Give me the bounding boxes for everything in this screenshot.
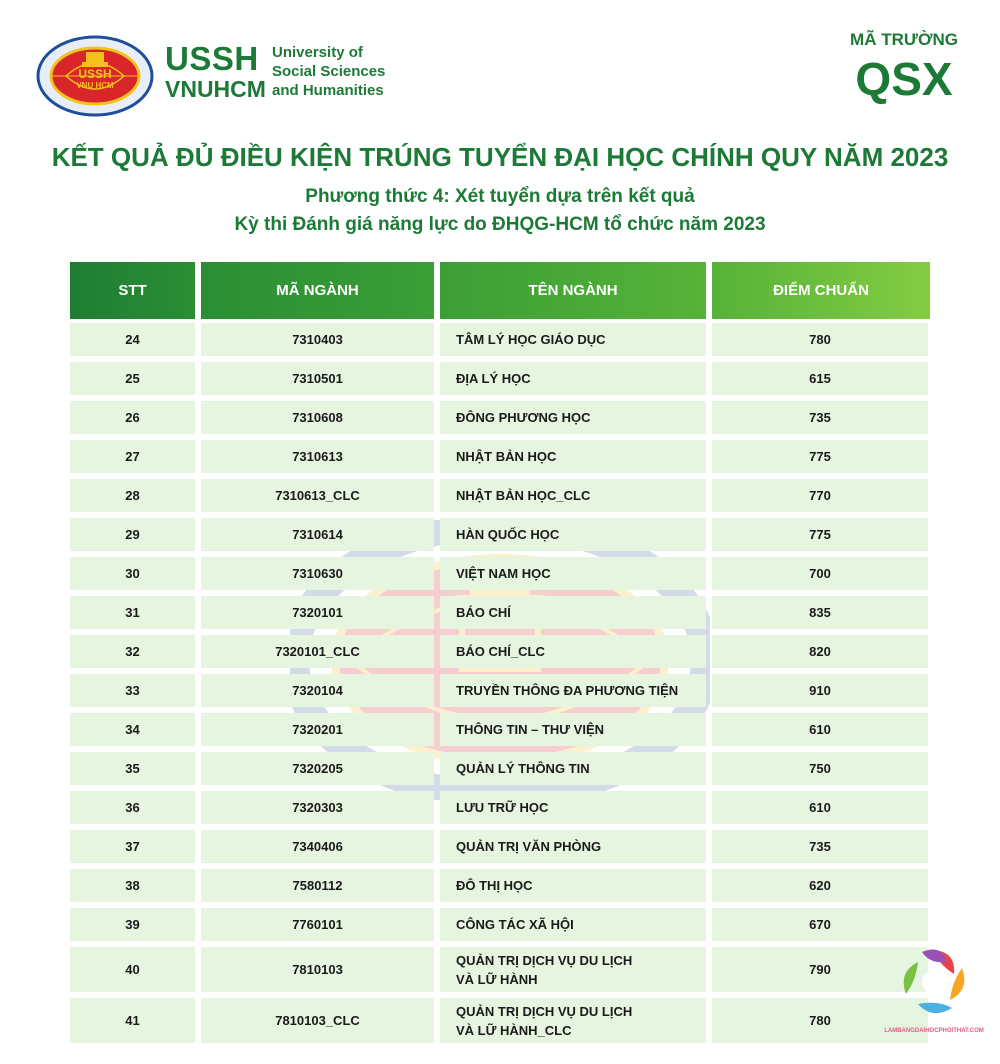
table-row bbox=[0, 362, 1000, 395]
table-row bbox=[0, 596, 1000, 629]
cell-diem-chuan: 820 bbox=[712, 635, 928, 668]
cell-ma-nganh: 7320201 bbox=[201, 713, 434, 746]
ten-nganh-text bbox=[456, 525, 559, 544]
ten-nganh-text bbox=[456, 681, 678, 700]
cell-ma-nganh: 7310630 bbox=[201, 557, 434, 590]
cell-ten-nganh bbox=[440, 440, 706, 473]
cell-stt: 28 bbox=[70, 479, 195, 512]
ten-nganh-text bbox=[456, 330, 606, 349]
table-row bbox=[0, 440, 1000, 473]
ten-nganh-line: LƯU TRỮ HỌC bbox=[456, 800, 549, 815]
table-row bbox=[0, 518, 1000, 551]
ten-nganh-line: ĐỊA LÝ HỌC bbox=[456, 371, 531, 386]
ten-nganh-line: NHẬT BẢN HỌC_CLC bbox=[456, 488, 591, 503]
school-code-value: QSX bbox=[855, 53, 953, 105]
table-row bbox=[0, 947, 1000, 992]
cell-ma-nganh: 7320205 bbox=[201, 752, 434, 785]
ten-nganh-line: VÀ LỮ HÀNH_CLC bbox=[456, 1022, 572, 1038]
cell-ma-nganh: 7320101 bbox=[201, 596, 434, 629]
cell-ten-nganh bbox=[440, 674, 706, 707]
cell-diem-chuan: 670 bbox=[712, 908, 928, 941]
cell-diem-chuan: 700 bbox=[712, 557, 928, 590]
ten-nganh-line: NHẬT BẢN HỌC bbox=[456, 449, 557, 464]
ten-nganh-line: BÁO CHÍ_CLC bbox=[456, 644, 545, 659]
cell-stt: 31 bbox=[70, 596, 195, 629]
table-row bbox=[0, 557, 1000, 590]
cell-ten-nganh bbox=[440, 362, 706, 395]
ten-nganh-text bbox=[456, 720, 604, 739]
school-code-label: MÃ TRƯỜNG bbox=[850, 30, 958, 49]
flower-logo-icon bbox=[875, 940, 993, 1028]
subtitle-line-1: Phương thức 4: Xét tuyển dựa trên kết quả bbox=[305, 186, 695, 207]
cell-ten-nganh bbox=[440, 323, 706, 356]
ten-nganh-text bbox=[456, 564, 551, 583]
cell-stt: 30 bbox=[70, 557, 195, 590]
tagline-line-3: and Humanities bbox=[272, 82, 384, 99]
cell-stt: 36 bbox=[70, 791, 195, 824]
brand-ussh: USSH bbox=[165, 40, 259, 77]
cell-diem-chuan: 775 bbox=[712, 518, 928, 551]
table-row bbox=[0, 830, 1000, 863]
cell-ma-nganh: 7320104 bbox=[201, 674, 434, 707]
column-header-ma-nganh: MÃ NGÀNH bbox=[201, 262, 434, 319]
cell-diem-chuan: 780 bbox=[712, 323, 928, 356]
tagline-line-2: Social Sciences bbox=[272, 63, 386, 80]
cell-ten-nganh bbox=[440, 401, 706, 434]
cell-ten-nganh bbox=[440, 908, 706, 941]
ten-nganh-line: TRUYỀN THÔNG ĐA PHƯƠNG TIỆN bbox=[456, 683, 679, 698]
cell-stt: 38 bbox=[70, 869, 195, 902]
cell-ten-nganh bbox=[440, 713, 706, 746]
seal-text-vnuhcm: VNU HCM bbox=[76, 81, 114, 90]
cell-ma-nganh: 7310614 bbox=[201, 518, 434, 551]
school-code-block bbox=[844, 30, 964, 106]
cell-diem-chuan: 780 bbox=[712, 998, 928, 1043]
ten-nganh-line: HÀN QUỐC HỌC bbox=[456, 527, 560, 542]
table-row bbox=[0, 674, 1000, 707]
cell-ten-nganh bbox=[440, 830, 706, 863]
column-header-diem-chuan: ĐIỂM CHUẨN bbox=[712, 262, 930, 319]
ten-nganh-line: QUẢN LÝ THÔNG TIN bbox=[456, 761, 590, 776]
column-header-stt: STT bbox=[70, 262, 195, 319]
table-row bbox=[0, 635, 1000, 668]
cell-ten-nganh bbox=[440, 791, 706, 824]
cell-ma-nganh: 7320101_CLC bbox=[201, 635, 434, 668]
cell-ten-nganh bbox=[440, 518, 706, 551]
cell-ma-nganh: 7310501 bbox=[201, 362, 434, 395]
cell-stt: 24 bbox=[70, 323, 195, 356]
brand-vnuhcm: VNUHCM bbox=[165, 76, 266, 102]
cell-ma-nganh: 7310613 bbox=[201, 440, 434, 473]
ten-nganh-text bbox=[456, 603, 511, 622]
cell-stt: 26 bbox=[70, 401, 195, 434]
cell-ten-nganh bbox=[440, 479, 706, 512]
cell-stt: 34 bbox=[70, 713, 195, 746]
cell-ten-nganh bbox=[440, 998, 706, 1043]
cell-ma-nganh: 7310613_CLC bbox=[201, 479, 434, 512]
tagline-line-1: University of bbox=[272, 44, 363, 61]
ten-nganh-line: ĐÔ THỊ HỌC bbox=[456, 878, 533, 893]
cell-stt: 41 bbox=[70, 998, 195, 1043]
ten-nganh-line: VIỆT NAM HỌC bbox=[456, 566, 551, 581]
table-row bbox=[0, 998, 1000, 1043]
cell-diem-chuan: 610 bbox=[712, 791, 928, 824]
ten-nganh-line: VÀ LỮ HÀNH bbox=[456, 971, 538, 987]
cell-diem-chuan: 615 bbox=[712, 362, 928, 395]
cell-ten-nganh bbox=[440, 947, 706, 992]
cell-ten-nganh bbox=[440, 596, 706, 629]
brand-tagline bbox=[272, 43, 412, 100]
cell-diem-chuan: 910 bbox=[712, 674, 928, 707]
ten-nganh-text bbox=[456, 915, 574, 934]
table-row bbox=[0, 869, 1000, 902]
corner-logo bbox=[875, 940, 993, 1040]
cell-stt: 32 bbox=[70, 635, 195, 668]
cell-diem-chuan: 735 bbox=[712, 830, 928, 863]
cell-ma-nganh: 7580112 bbox=[201, 869, 434, 902]
ten-nganh-line: CÔNG TÁC XÃ HỘI bbox=[456, 917, 574, 932]
ten-nganh-text bbox=[456, 642, 545, 661]
ten-nganh-text bbox=[456, 408, 591, 427]
ten-nganh-text bbox=[456, 1002, 632, 1040]
cell-diem-chuan: 770 bbox=[712, 479, 928, 512]
cell-ten-nganh bbox=[440, 635, 706, 668]
ten-nganh-text bbox=[456, 876, 533, 895]
cell-stt: 40 bbox=[70, 947, 195, 992]
cell-ma-nganh: 7810103_CLC bbox=[201, 998, 434, 1043]
ten-nganh-line: ĐÔNG PHƯƠNG HỌC bbox=[456, 410, 591, 425]
table-row bbox=[0, 752, 1000, 785]
cell-stt: 35 bbox=[70, 752, 195, 785]
cell-ma-nganh: 7310608 bbox=[201, 401, 434, 434]
ten-nganh-text bbox=[456, 447, 556, 466]
cell-ten-nganh bbox=[440, 557, 706, 590]
table-row bbox=[0, 713, 1000, 746]
cell-ma-nganh: 7340406 bbox=[201, 830, 434, 863]
cell-stt: 33 bbox=[70, 674, 195, 707]
ten-nganh-line: BÁO CHÍ bbox=[456, 605, 511, 620]
cell-stt: 37 bbox=[70, 830, 195, 863]
university-seal-logo bbox=[36, 35, 154, 117]
table-row bbox=[0, 401, 1000, 434]
cell-diem-chuan: 735 bbox=[712, 401, 928, 434]
page-title: KẾT QUẢ ĐỦ ĐIỀU KIỆN TRÚNG TUYỂN ĐẠI HỌC CHÍNH QUY NĂM 2023 bbox=[51, 142, 949, 172]
ten-nganh-text bbox=[456, 759, 590, 778]
cell-diem-chuan: 835 bbox=[712, 596, 928, 629]
cell-stt: 39 bbox=[70, 908, 195, 941]
cell-ma-nganh: 7310403 bbox=[201, 323, 434, 356]
ten-nganh-line: QUẢN TRỊ DỊCH VỤ DU LỊCH bbox=[456, 952, 633, 968]
table-row bbox=[0, 908, 1000, 941]
corner-url: LAMBANGDAIHOCPHOITHAT.COM bbox=[884, 1028, 984, 1034]
cell-diem-chuan: 790 bbox=[712, 947, 928, 992]
cell-ma-nganh: 7320303 bbox=[201, 791, 434, 824]
cell-ma-nganh: 7760101 bbox=[201, 908, 434, 941]
cell-stt: 29 bbox=[70, 518, 195, 551]
cell-stt: 27 bbox=[70, 440, 195, 473]
seal-text-ussh: USSH bbox=[78, 67, 112, 81]
ten-nganh-line: QUẢN TRỊ DỊCH VỤ DU LỊCH bbox=[456, 1003, 633, 1019]
table-row bbox=[0, 791, 1000, 824]
cell-ten-nganh bbox=[440, 752, 706, 785]
ten-nganh-line: THÔNG TIN – THƯ VIỆN bbox=[456, 722, 605, 737]
cell-diem-chuan: 775 bbox=[712, 440, 928, 473]
subtitle-line-2: Kỳ thi Đánh giá năng lực do ĐHQG-HCM tổ chức năm 2023 bbox=[234, 214, 766, 235]
cell-ten-nganh bbox=[440, 869, 706, 902]
ten-nganh-line: QUẢN TRỊ VĂN PHÒNG bbox=[456, 839, 602, 854]
ten-nganh-text bbox=[456, 837, 601, 856]
cell-diem-chuan: 620 bbox=[712, 869, 928, 902]
column-header-ten-nganh: TÊN NGÀNH bbox=[440, 262, 706, 319]
ten-nganh-text bbox=[456, 369, 531, 388]
ten-nganh-text bbox=[456, 951, 632, 989]
cell-diem-chuan: 750 bbox=[712, 752, 928, 785]
ten-nganh-text bbox=[456, 486, 590, 505]
table-row bbox=[0, 479, 1000, 512]
cell-diem-chuan: 610 bbox=[712, 713, 928, 746]
table-row bbox=[0, 323, 1000, 356]
cell-stt: 25 bbox=[70, 362, 195, 395]
cell-ma-nganh: 7810103 bbox=[201, 947, 434, 992]
ten-nganh-line: TÂM LÝ HỌC GIÁO DỤC bbox=[456, 332, 606, 347]
ten-nganh-text bbox=[456, 798, 548, 817]
